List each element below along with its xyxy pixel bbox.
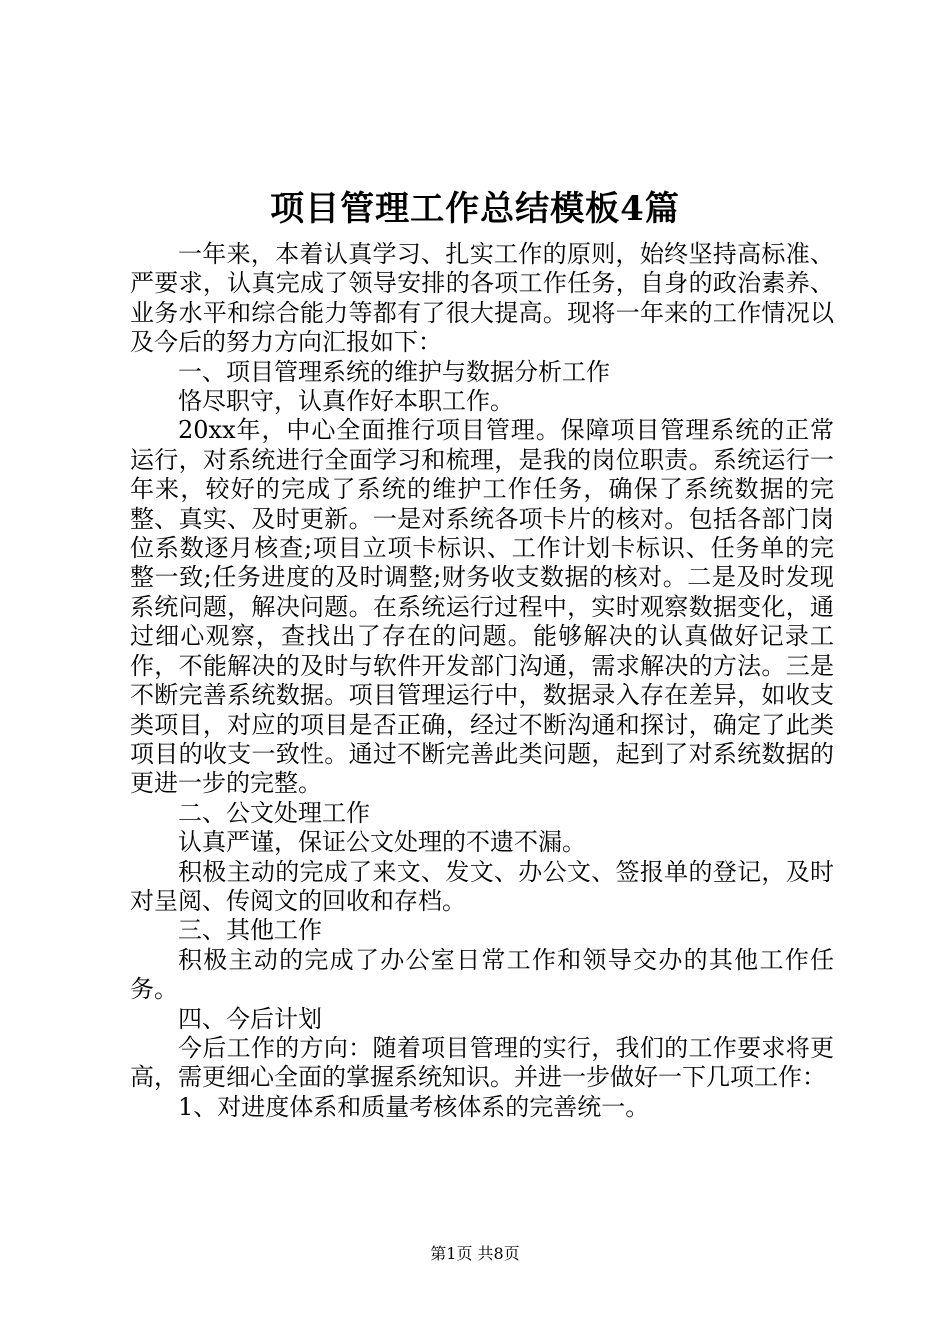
paragraph: 恪尽职守，认真作好本职工作。 [178,387,514,416]
paragraph: 积极主动的完成了办公室日常工作和领导交办的其他工作任务。 [130,945,834,1004]
paragraph: 20xx年，中心全面推行项目管理。保障项目管理系统的正常运行，对系统进行全面学习和梳理，是我的岗位职责。系统运行一年来，较好的完成了系统的维护工作任务，确保了系统数据的完整、真实、及时更新。一是对系统各项卡片的核对。包括各部门岗位系数逐月核查;项目立项卡标识、工作计划卡标识、任务单的完整一致;任务进度的及时调整;财务收支数据的核对。二是及时发现系统问题，解决问题。在系统运行过程中，实时观察数据变化，通过细心观察，查找出了存在的问题。能够解决的认真做好记录工作，不能解决的及时与软件开发部门沟通，需求解决的方法。三是不断完善系统数据。项目管理运行中，数据录入存在差异，如收支类项目，对应的项目是否正确，经过不断沟通和探讨，确定了此类项目的收支一致性。通过不断完善此类问题，起到了对系统数据的更进一步的完整。 [130,416,834,798]
paragraph: 今后工作的方向：随着项目管理的实行，我们的工作要求将更高，需更细心全面的掌握系统知识。并进一步做好一下几项工作： [130,1033,834,1092]
page-title: 项目管理工作总结模板4篇 [270,189,680,229]
section-heading-4: 四、今后计划 [178,1004,322,1033]
section-heading-1: 一、项目管理系统的维护与数据分析工作 [178,357,610,386]
paragraph: 积极主动的完成了来文、发文、办公文、签报单的登记，及时对呈阅、传阅文的回收和存档。 [130,857,834,915]
section-heading-3: 三、其他工作 [178,916,322,945]
section-heading-2: 二、公文处理工作 [178,798,370,827]
paragraph: 认真严谨，保证公文处理的不遗不漏。 [178,828,586,857]
page-number-footer: 第1页 共8页 [430,1244,520,1263]
document-body [130,240,834,1122]
paragraph-intro: 一年来，本着认真学习、扎实工作的原则，始终坚持高标准、严要求，认真完成了领导安排的各项工作任务，自身的政治素养、业务水平和综合能力等都有了很大提高。现将一年来的工作情况以及今后的努力方向汇报如下： [130,240,834,357]
list-item: 1、对进度体系和质量考核体系的完善统一。 [178,1092,650,1121]
